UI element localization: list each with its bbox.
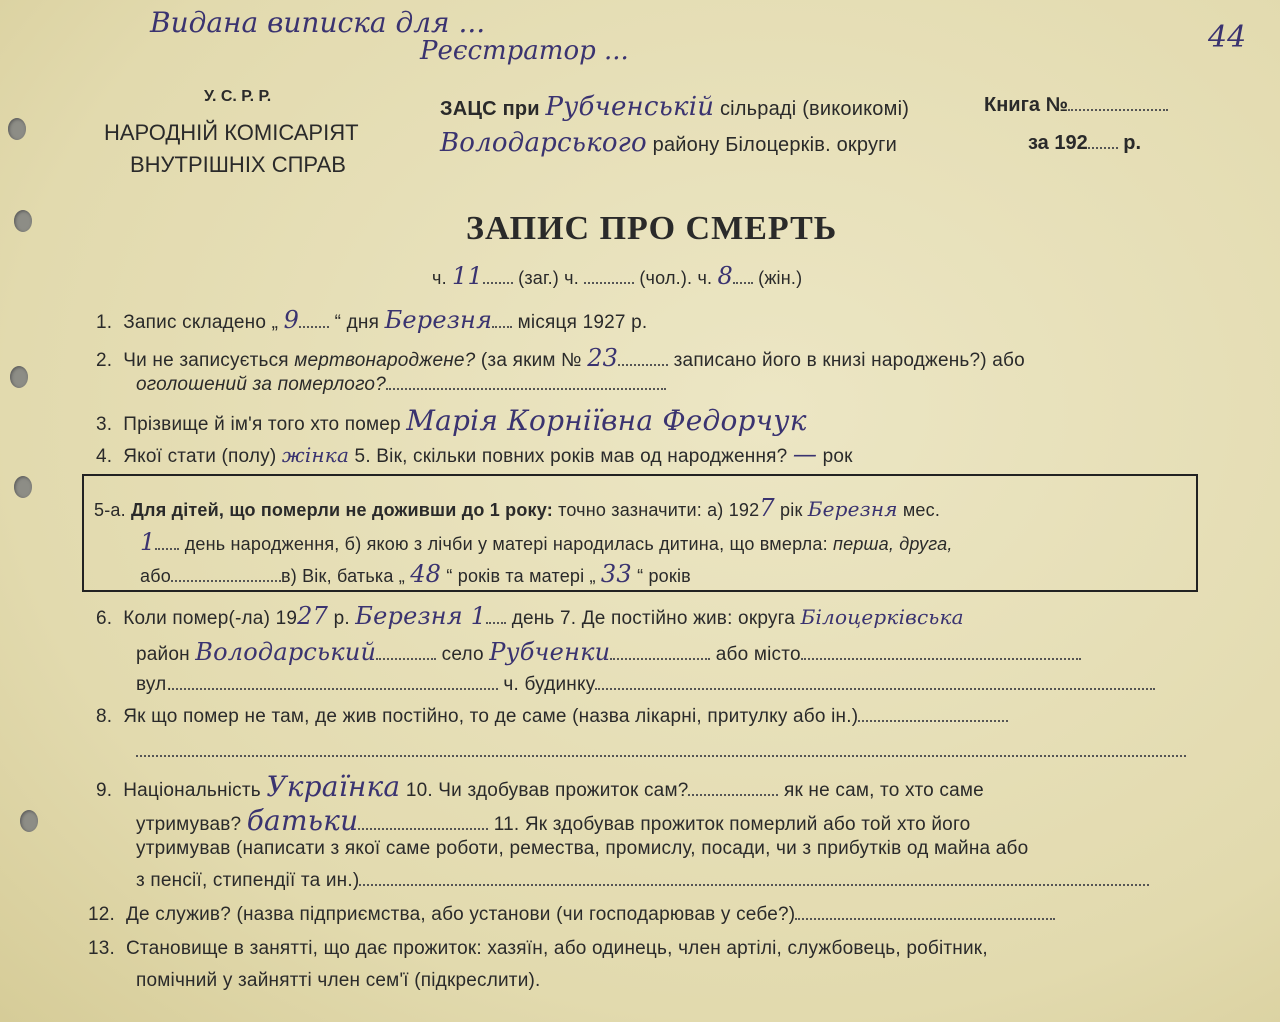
item-number: 2. — [96, 350, 113, 371]
year-prefix: за 192 — [1028, 132, 1088, 154]
sex-hand: жінка — [281, 443, 350, 467]
male-count-label: (чол.). ч. — [639, 268, 713, 288]
item-5a-text-f: в) Вік, батька „ — [280, 566, 405, 586]
page-number: 44 — [1208, 20, 1247, 55]
item-1-text-b: “ дня — [334, 312, 380, 333]
item-4 — [96, 440, 853, 468]
punch-hole — [20, 810, 38, 832]
general-count-hand: 11 — [451, 262, 483, 290]
item-5a-italic: перша, друга, — [833, 534, 953, 554]
item-4-text-c: рок — [822, 446, 853, 467]
item-4-text-a: Якої стати (полу) — [123, 446, 277, 467]
item-2-line2 — [136, 374, 666, 396]
item-10-text: 10. Чи здобував прожиток сам? — [405, 780, 689, 801]
item-6-text-b: р. — [333, 608, 350, 629]
item-1-text-c: місяця 1927 р. — [517, 312, 648, 333]
item-5a-text-g: “ років та матері „ — [446, 566, 596, 586]
item-2-italic-a: мертвонароджене? — [294, 350, 476, 371]
year-suffix: р. — [1123, 132, 1142, 154]
book-label — [984, 94, 1168, 117]
zacs-line — [440, 92, 909, 122]
item-number: 8. — [96, 706, 113, 727]
item-3-text: Прізвище й ім'я того хто помер — [123, 414, 401, 435]
item-2-italic-b: оголошений за померлого? — [136, 374, 386, 395]
item-9-line2 — [136, 804, 970, 837]
punch-hole — [14, 210, 32, 232]
district-hand: Володарського — [440, 128, 647, 158]
page-title: ЗАПИС ПРО СМЕРТЬ — [466, 210, 838, 247]
item-number: 3. — [96, 414, 113, 435]
item-13-line2 — [136, 970, 541, 992]
item-11-text-e: 11. Як здобував прожиток померлий або той хто його — [493, 814, 971, 835]
item-5a-text-d: день народження, б) якою з лічби у матері народилась дитина, що вмерла: — [184, 534, 828, 554]
infant-birth-month-hand: Березня — [807, 497, 898, 521]
okruha-hand: Білоцерківська — [800, 605, 964, 629]
infant-birth-day-hand: 1 — [140, 528, 156, 556]
female-count-hand: 8 — [717, 262, 733, 290]
commissariat-line2: ВНУТРІШНІХ СПРАВ — [130, 152, 346, 177]
item-12 — [88, 904, 1055, 926]
item-2-text-b: (за яким № — [480, 350, 582, 371]
item-number: 13. — [88, 938, 116, 959]
item-9-line4 — [136, 870, 1149, 892]
district-line — [440, 128, 897, 158]
item-5a-text-c: мес. — [902, 500, 941, 520]
zacs-suffix: сільраді (викоикомі) — [719, 98, 910, 120]
item-number: 1. — [96, 312, 113, 333]
item-9-line3 — [136, 838, 1028, 860]
village-hand: Рубченській — [545, 92, 715, 122]
item-9-text-a: Національність — [123, 780, 261, 801]
item-8-blank-line — [136, 744, 1186, 762]
item-12-text: Де служив? (назва підприємства, або установи (чи господарював у себе?) — [125, 904, 796, 925]
deceased-name-hand: Марія Корніївна Федорчук — [406, 404, 807, 437]
record-day-hand: 9 — [283, 306, 300, 334]
count-prefix: ч. — [432, 268, 447, 288]
item-1-text-a: Запис складено „ — [123, 312, 279, 333]
item-10-text-d: утримував? — [136, 814, 242, 835]
general-count-label: (заг.) ч. — [518, 268, 579, 288]
nationality-hand: Українка — [266, 770, 401, 803]
handwritten-note-line1: Видана виписка для ... — [150, 6, 486, 39]
item-number: 12. — [88, 904, 116, 925]
item-5a-line2 — [140, 528, 953, 556]
item-13-text-a: Становище в занятті, що дає прожиток: хазяїн, або одинець, член артілі, службовець, робітник, — [125, 938, 988, 959]
item-8-text: Як що помер не там, де жив постійно, то де саме (назва лікарні, притулку або ін.) — [123, 706, 859, 727]
item-6-line1 — [96, 602, 964, 630]
item-13 — [88, 938, 988, 960]
raion-label: район — [136, 644, 190, 665]
death-year-hand: 27 — [297, 602, 329, 630]
item-2-text-a: Чи не записується — [123, 350, 289, 371]
selo-label: село — [441, 644, 484, 665]
punch-hole — [14, 476, 32, 498]
item-number: 6. — [96, 608, 113, 629]
punch-hole — [8, 118, 26, 140]
record-counts — [432, 262, 802, 290]
book-label-text: Книга № — [984, 94, 1068, 116]
female-count-label: (жін.) — [758, 268, 803, 288]
raion-hand: Володарський — [195, 638, 377, 666]
item-number: 4. — [96, 446, 113, 467]
item-5a-text-e: або — [140, 566, 171, 586]
zacs-prefix: ЗАЦС при — [440, 98, 540, 120]
misto-label: або місто — [715, 644, 801, 665]
selo-hand: Рубченки — [489, 638, 611, 666]
supported-by-hand: батьки — [246, 804, 359, 837]
item-11-text-g: з пенсії, стипендії та ин.) — [136, 870, 360, 891]
year-label — [1028, 132, 1141, 155]
item-6-line2 — [136, 638, 1081, 666]
infant-birth-year-hand: 7 — [759, 494, 775, 522]
item-6-text-a: Коли помер(-ла) 19 — [123, 608, 298, 629]
death-date-hand: Березня 1 — [355, 602, 487, 630]
item-number: 5-а. — [94, 500, 126, 520]
district-suffix: району Білоцерків. округи — [652, 134, 898, 156]
item-5a-bold: Для дітей, що померли не доживши до 1 року: — [131, 500, 553, 520]
state-abbrev: У. С. Р. Р. — [204, 88, 272, 105]
item-10-text-c: як не сам, то хто саме — [783, 780, 984, 801]
item-6-text-c: день 7. Де постійно жив: округа — [511, 608, 796, 629]
item-5a-line1 — [94, 494, 940, 522]
item-3 — [96, 404, 807, 437]
item-5a-text-b: рік — [780, 500, 803, 520]
house-label: ч. будинку — [503, 674, 596, 695]
item-1 — [96, 306, 647, 334]
street-label: вул. — [136, 674, 172, 695]
item-5a-line3 — [140, 560, 691, 588]
birth-record-number-hand: 23 — [587, 344, 619, 372]
item-13-text-b: помічний у зайнятті член сем'ї (підкреслити). — [136, 970, 541, 991]
item-6-line3 — [136, 674, 1155, 696]
record-month-hand: Березня — [384, 306, 493, 334]
item-5a-text-h: “ років — [637, 566, 691, 586]
item-8 — [96, 706, 1008, 728]
item-4-text-b: 5. Вік, скільки повних років мав од народження? — [354, 446, 788, 467]
item-number: 9. — [96, 780, 113, 801]
item-11-text-f: утримував (написати з якої саме роботи, ремества, промислу, посади, чи з прибутків од майна або — [136, 838, 1029, 859]
father-age-hand: 48 — [410, 560, 442, 588]
item-2-text-c: записано його в книзі народжень?) або — [673, 350, 1025, 371]
item-2 — [96, 344, 1025, 372]
handwritten-note-line2: Реєстратор ... — [420, 36, 629, 66]
age-hand: — — [792, 440, 818, 468]
commissariat-line1: НАРОДНІЙ КОМІСАРІЯТ — [104, 120, 359, 145]
punch-hole — [10, 366, 28, 388]
mother-age-hand: 33 — [600, 560, 632, 588]
item-5a-text-a: точно зазначити: а) 192 — [558, 500, 760, 520]
item-9 — [96, 770, 984, 803]
